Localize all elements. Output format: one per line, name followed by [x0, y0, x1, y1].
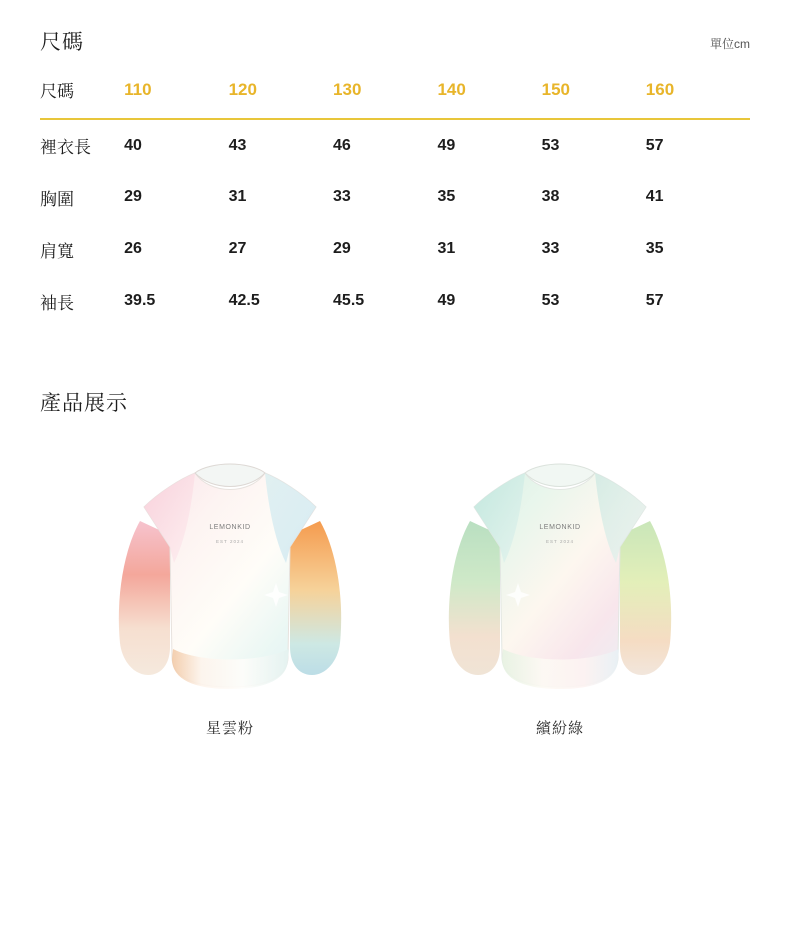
sleeve-left	[119, 521, 170, 675]
sleeve-left	[449, 521, 500, 675]
product-card-pink[interactable]	[100, 443, 360, 738]
table-header-row	[40, 77, 750, 119]
size-table-body	[40, 119, 750, 327]
page-corner-right	[776, 0, 790, 14]
cell-shoulder-110: 26	[124, 240, 142, 258]
header-cell-150: 150	[541, 79, 570, 99]
product-caption-green: 繽紛綠	[535, 720, 584, 738]
header-cell-130: 130	[333, 79, 362, 99]
cell-length-130: 46	[333, 136, 351, 154]
cell-length-120: 43	[228, 136, 247, 154]
page-corner-left	[0, 0, 14, 14]
cell-sleeve-140: 49	[437, 292, 456, 310]
header-cell-label: 尺碼	[40, 82, 74, 102]
header-cell-110: 110	[124, 79, 152, 99]
brand-subprint: EST 2024	[216, 539, 244, 545]
unit-label: 單位cm	[710, 37, 750, 52]
cell-sleeve-150: 53	[541, 292, 560, 310]
table-row	[40, 119, 750, 171]
size-table	[40, 77, 750, 327]
size-chart-section	[40, 0, 750, 327]
row-label-shoulder: 肩寬	[40, 241, 74, 261]
cell-shoulder-130: 29	[333, 240, 351, 258]
product-list	[40, 443, 750, 738]
cell-bust-130: 33	[333, 188, 351, 206]
header-cell-120: 120	[228, 79, 257, 99]
cell-shoulder-140: 31	[437, 240, 456, 258]
cell-length-160: 57	[645, 136, 664, 154]
cell-bust-110: 29	[124, 188, 142, 206]
sleeve-right	[620, 521, 671, 675]
table-row	[40, 275, 750, 327]
brand-print: LEMONKID	[539, 524, 581, 532]
cell-bust-120: 31	[228, 188, 247, 206]
product-display-title: 產品展示	[40, 392, 128, 416]
cell-length-110: 40	[124, 136, 142, 154]
brand-print: LEMONKID	[209, 524, 251, 532]
product-card-green[interactable]	[430, 443, 690, 738]
cell-shoulder-160: 35	[645, 240, 664, 258]
cell-sleeve-160: 57	[645, 292, 664, 310]
product-image-green	[430, 443, 690, 703]
brand-subprint: EST 2024	[546, 539, 574, 545]
page-title: 尺碼	[40, 31, 84, 54]
cell-sleeve-130: 45.5	[333, 292, 365, 310]
cell-sleeve-110: 39.5	[124, 292, 156, 310]
table-row	[40, 223, 750, 275]
cell-shoulder-150: 33	[541, 240, 560, 258]
row-label-length: 裡衣長	[40, 138, 91, 158]
table-row	[40, 171, 750, 223]
product-image-pink	[100, 443, 360, 703]
cell-sleeve-120: 42.5	[228, 292, 260, 310]
cell-length-140: 49	[437, 136, 456, 154]
size-chart-header	[40, 30, 750, 55]
cell-bust-150: 38	[541, 188, 560, 206]
tshirt-illustration-pink	[100, 443, 360, 703]
tshirt-illustration-green	[430, 443, 690, 703]
cell-shoulder-120: 27	[228, 240, 247, 258]
header-cell-140: 140	[437, 79, 466, 99]
cell-bust-140: 35	[437, 188, 456, 206]
product-caption-pink: 星雲粉	[205, 720, 254, 738]
row-label-sleeve: 袖長	[40, 293, 74, 313]
size-table-header	[40, 77, 750, 119]
row-label-bust: 胸圍	[40, 189, 74, 209]
header-cell-160: 160	[645, 79, 675, 99]
product-display-section	[40, 387, 750, 738]
cell-bust-160: 41	[645, 188, 664, 206]
sleeve-right	[290, 521, 341, 675]
cell-length-150: 53	[541, 136, 560, 154]
